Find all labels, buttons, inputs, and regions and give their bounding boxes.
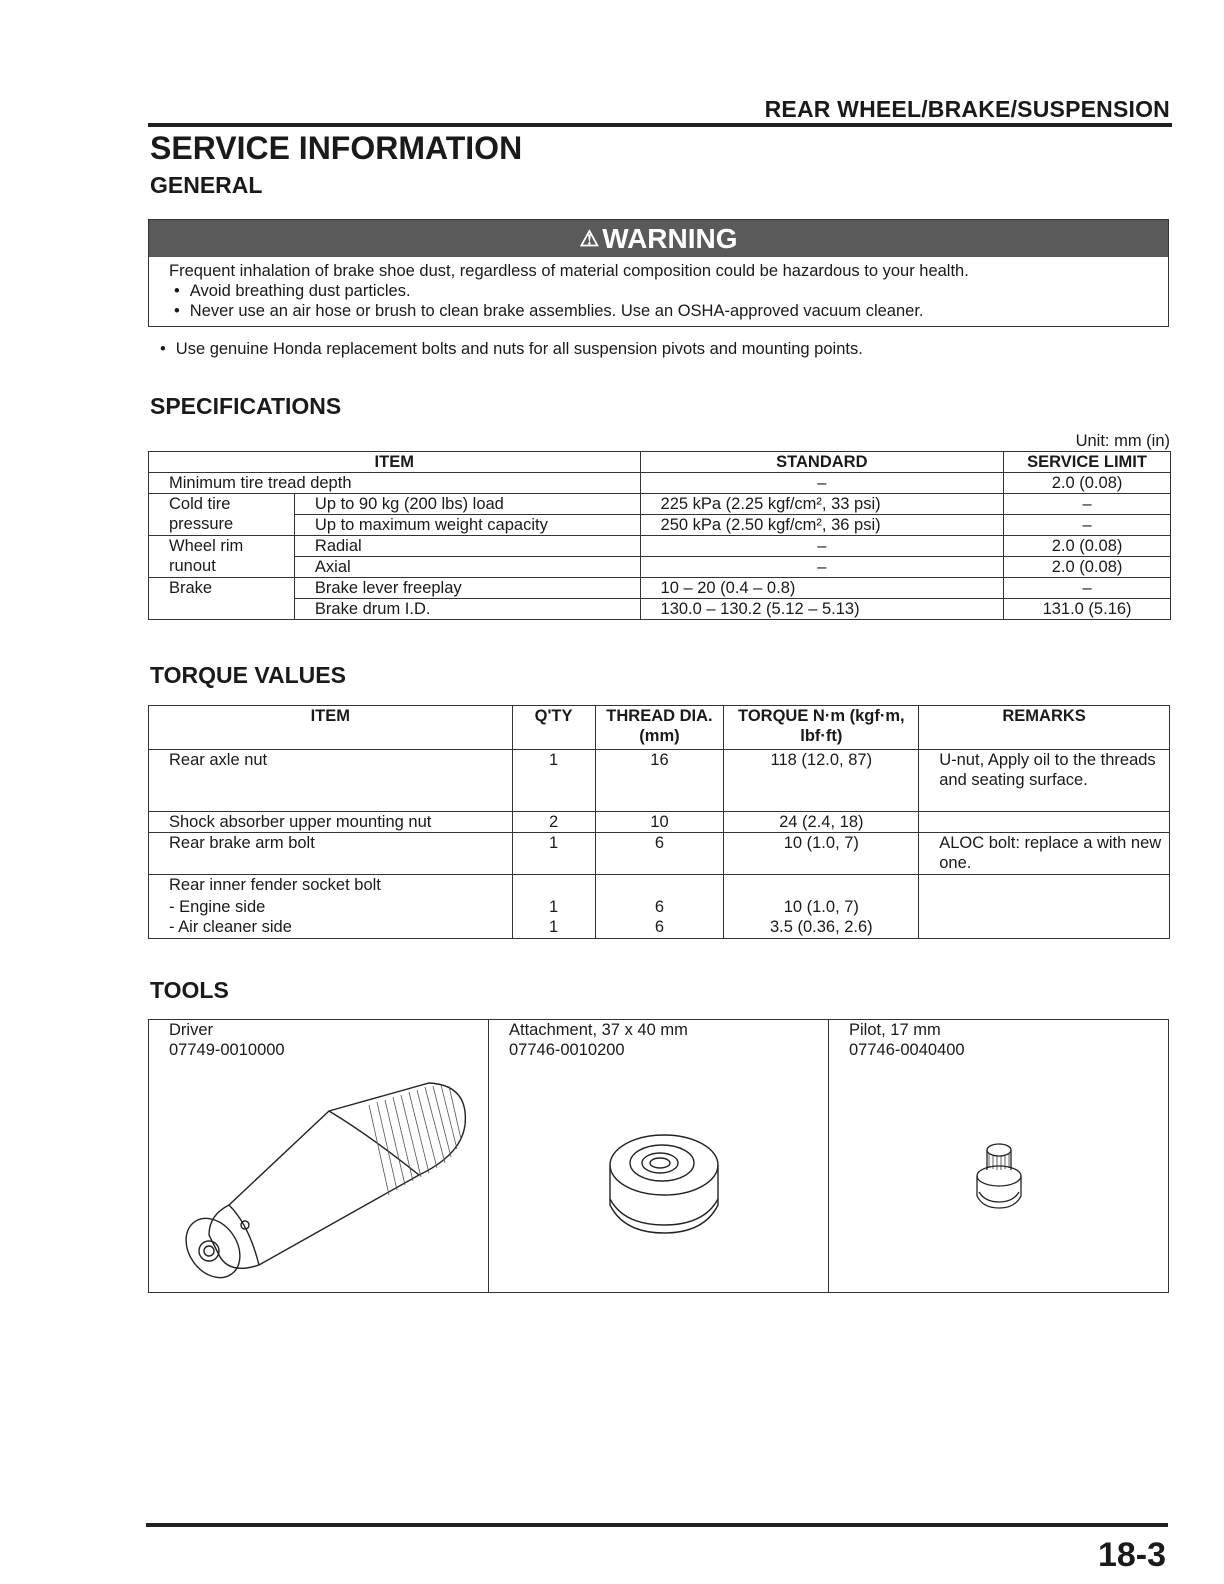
attachment-tool-icon bbox=[604, 1125, 724, 1245]
spec-standard: 250 kPa (2.50 kgf/cm², 36 psi) bbox=[640, 515, 1004, 536]
torque-item: - Air cleaner side bbox=[169, 918, 292, 936]
torque-thread: 16 bbox=[595, 750, 724, 812]
page-number: 18-3 bbox=[1097, 1536, 1166, 1574]
tools-heading: TOOLS bbox=[150, 977, 229, 1003]
spec-group: Brake bbox=[149, 578, 295, 620]
spec-unit: Unit: mm (in) bbox=[1075, 432, 1170, 450]
section-title: SERVICE INFORMATION bbox=[150, 130, 523, 166]
column-header: SERVICE LIMIT bbox=[1004, 452, 1171, 473]
spec-standard: 10 – 20 (0.4 – 0.8) bbox=[640, 578, 1004, 599]
torque-value-group bbox=[724, 875, 919, 939]
torque-item: Rear inner fender socket bolt bbox=[169, 876, 381, 894]
table-row bbox=[149, 599, 1171, 620]
tool-label bbox=[509, 1020, 688, 1060]
spec-group: Cold tire pressure bbox=[149, 494, 295, 536]
torque-qty: 1 bbox=[548, 898, 559, 916]
torque-qty-group bbox=[512, 875, 595, 939]
torque-item: Rear axle nut bbox=[149, 750, 513, 812]
torque-remarks bbox=[919, 812, 1170, 833]
torque-remarks bbox=[919, 875, 1170, 939]
warning-bar bbox=[149, 220, 1168, 257]
spec-limit: – bbox=[1004, 515, 1171, 536]
warning-box bbox=[148, 219, 1169, 327]
warning-text-block bbox=[169, 261, 969, 321]
tool-part-number: 07749-0010000 bbox=[169, 1041, 285, 1059]
tool-name: Pilot, 17 mm bbox=[849, 1021, 941, 1039]
torque-remarks: U-nut, Apply oil to the threads and seating surface. bbox=[919, 750, 1170, 812]
column-header: REMARKS bbox=[919, 706, 1170, 750]
spec-group: Wheel rim runout bbox=[149, 536, 295, 578]
torque-value: 24 (2.4, 18) bbox=[724, 812, 919, 833]
footer-rule bbox=[146, 1523, 1168, 1527]
warning-bullet: • Never use an air hose or brush to clean brake assemblies. Use an OSHA-approved vacuum cleaner. bbox=[169, 301, 969, 321]
spec-item: Up to 90 kg (200 lbs) load bbox=[294, 494, 640, 515]
table-row bbox=[149, 833, 1170, 875]
torque-heading: TORQUE VALUES bbox=[150, 662, 346, 688]
tool-cell-pilot bbox=[829, 1020, 1169, 1293]
spec-item: Brake drum I.D. bbox=[294, 599, 640, 620]
column-header: ITEM bbox=[149, 706, 513, 750]
column-header: TORQUE N·m (kgf·m, lbf·ft) bbox=[724, 706, 919, 750]
torque-value: 10 (1.0, 7) bbox=[724, 833, 919, 875]
spec-limit: – bbox=[1004, 494, 1171, 515]
torque-qty: 2 bbox=[512, 812, 595, 833]
warning-text: Frequent inhalation of brake shoe dust, regardless of material composition could be hazardous to your health. bbox=[169, 262, 969, 280]
spec-item: Up to maximum weight capacity bbox=[294, 515, 640, 536]
header-rule bbox=[148, 123, 1172, 127]
general-note: • Use genuine Honda replacement bolts and nuts for all suspension pivots and mounting points. bbox=[155, 340, 863, 359]
tool-name: Attachment, 37 x 40 mm bbox=[509, 1021, 688, 1039]
column-header: STANDARD bbox=[640, 452, 1004, 473]
column-header: THREAD DIA. (mm) bbox=[595, 706, 724, 750]
table-row bbox=[149, 494, 1171, 515]
torque-item: - Engine side bbox=[169, 898, 266, 916]
spec-limit: 131.0 (5.16) bbox=[1004, 599, 1171, 620]
column-header: ITEM bbox=[149, 452, 641, 473]
table-row bbox=[149, 578, 1171, 599]
table-row bbox=[149, 536, 1171, 557]
torque-thread: 6 bbox=[595, 833, 724, 875]
torque-item-group bbox=[149, 875, 513, 939]
torque-value: 3.5 (0.36, 2.6) bbox=[769, 918, 873, 936]
spec-standard: – bbox=[640, 473, 1004, 494]
torque-item: Rear brake arm bolt bbox=[149, 833, 513, 875]
tool-label bbox=[169, 1020, 285, 1060]
tool-cell-driver bbox=[149, 1020, 489, 1293]
general-heading: GENERAL bbox=[150, 172, 263, 198]
warning-triangle-icon: ⚠ bbox=[579, 225, 600, 251]
table-row bbox=[149, 557, 1171, 578]
chapter-title: REAR WHEEL/BRAKE/SUSPENSION bbox=[764, 96, 1170, 122]
spec-limit: 2.0 (0.08) bbox=[1004, 536, 1171, 557]
tool-label bbox=[849, 1020, 965, 1060]
driver-tool-icon bbox=[169, 1075, 469, 1290]
specifications-heading: SPECIFICATIONS bbox=[150, 393, 342, 419]
torque-qty: 1 bbox=[512, 750, 595, 812]
table-row bbox=[149, 750, 1170, 812]
specifications-table bbox=[148, 451, 1171, 620]
torque-thread-group bbox=[595, 875, 724, 939]
torque-qty: 1 bbox=[548, 918, 559, 936]
table-row bbox=[149, 473, 1171, 494]
tool-part-number: 07746-0010200 bbox=[509, 1041, 625, 1059]
torque-remarks: ALOC bolt: replace a with new one. bbox=[919, 833, 1170, 875]
spec-item: Minimum tire tread depth bbox=[149, 473, 641, 494]
table-header-row bbox=[149, 706, 1170, 750]
warning-bullet: • Avoid breathing dust particles. bbox=[169, 281, 969, 301]
spec-limit: 2.0 (0.08) bbox=[1004, 473, 1171, 494]
table-row bbox=[149, 812, 1170, 833]
tool-part-number: 07746-0040400 bbox=[849, 1041, 965, 1059]
torque-thread: 6 bbox=[654, 898, 665, 916]
pilot-tool-icon bbox=[969, 1140, 1029, 1215]
torque-thread: 6 bbox=[654, 918, 665, 936]
torque-item: Shock absorber upper mounting nut bbox=[149, 812, 513, 833]
spec-limit: – bbox=[1004, 578, 1171, 599]
spec-standard: 130.0 – 130.2 (5.12 – 5.13) bbox=[640, 599, 1004, 620]
torque-value: 118 (12.0, 87) bbox=[724, 750, 919, 812]
warning-label: WARNING bbox=[602, 222, 738, 254]
spec-standard: 225 kPa (2.25 kgf/cm², 33 psi) bbox=[640, 494, 1004, 515]
torque-value: 10 (1.0, 7) bbox=[783, 898, 859, 916]
table-row bbox=[149, 1020, 1169, 1293]
torque-thread: 10 bbox=[595, 812, 724, 833]
spec-item: Axial bbox=[294, 557, 640, 578]
spec-limit: 2.0 (0.08) bbox=[1004, 557, 1171, 578]
tool-cell-attachment bbox=[489, 1020, 829, 1293]
tool-name: Driver bbox=[169, 1021, 213, 1039]
table-row bbox=[149, 875, 1170, 939]
spec-item: Brake lever freeplay bbox=[294, 578, 640, 599]
table-header-row bbox=[149, 452, 1171, 473]
tools-table bbox=[148, 1019, 1169, 1293]
spec-standard: – bbox=[640, 536, 1004, 557]
torque-qty: 1 bbox=[512, 833, 595, 875]
torque-table bbox=[148, 705, 1170, 939]
table-row bbox=[149, 515, 1171, 536]
spec-item: Radial bbox=[294, 536, 640, 557]
column-header: Q'TY bbox=[512, 706, 595, 750]
spec-standard: – bbox=[640, 557, 1004, 578]
